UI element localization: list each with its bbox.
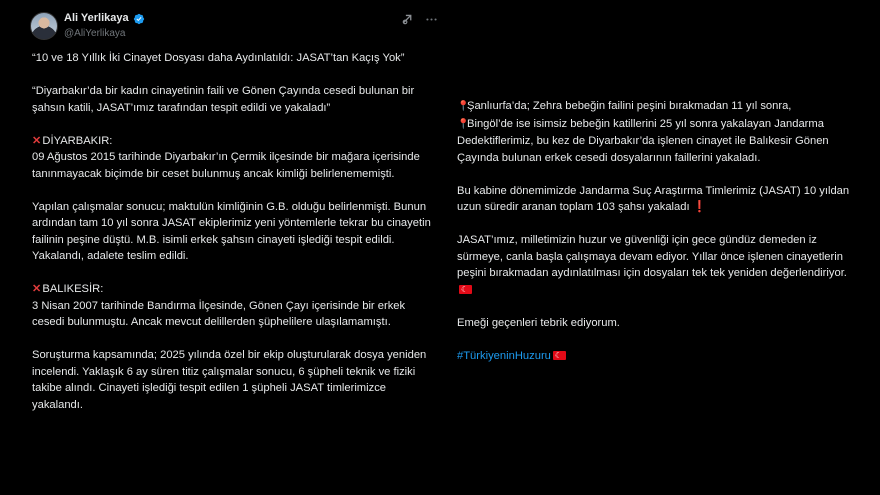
cross-mark-icon: ✕ bbox=[32, 134, 42, 147]
diyarbakir-heading: DİYARBAKIR: bbox=[42, 134, 113, 147]
hashtag-link[interactable]: #TürkiyeninHuzuru bbox=[457, 349, 551, 362]
author-display-name[interactable]: Ali Yerlikaya bbox=[64, 12, 129, 24]
tweet-text-right bbox=[457, 98, 862, 364]
author-handle[interactable]: @AliYerlikaya bbox=[64, 28, 126, 39]
verified-badge-icon bbox=[133, 12, 145, 24]
balikesir-paragraph-1: 3 Nisan 2007 tarihinde Bandırma İlçesinde, Gönen Çayı içerisinde bir erkek cesedi bulunmuştu. Ancak mevcut delillerden şüphelilere ulaşılamamıştı. bbox=[32, 299, 406, 328]
pin-icon: 📍 bbox=[457, 118, 470, 130]
tweet-text-left bbox=[32, 50, 432, 413]
hashtag-row bbox=[457, 348, 862, 365]
more-options-icon[interactable] bbox=[424, 12, 438, 26]
diyarbakir-paragraph-1: 09 Ağustos 2015 tarihinde Diyarbakır’ın Çermik ilçesinde bir mağara içerisinde tanınmayacak biçimde bir ceset bulunmuş ancak kimliği belirlenememişti. bbox=[32, 151, 420, 180]
cross-mark-icon: ✕ bbox=[32, 283, 42, 295]
diyarbakir-paragraph-2: Yapılan çalışmalar sonucu; maktulün kimliğinin G.B. olduğu belirlenmişti. Bunun ardından tam 10 yıl sonra JASAT ekiplerimiz yeni yöntemlerle tekrar bu cinayetin failinin peşine düştü. M.B. isimli erkek şahsın cinayeti işlediği tespit edildi. Yakalandı, adalete teslim edildi. bbox=[32, 200, 431, 262]
thanks-paragraph: Emeği geçenleri tebrik ediyorum. bbox=[457, 316, 620, 329]
pin-icon: 📍 bbox=[457, 101, 470, 112]
balikesir-paragraph-2: Soruşturma kapsamında; 2025 yılında özel bir ekip oluşturularak dosya yeniden incelendi. Yaklaşık 6 ay süren titiz çalışmalar sonucu, 6 şüpheli teknik ve fiziki takibe alındı. Cinayeti işlediği tespit edilen 1 şüpheli JASAT timlerimizce yakalandı. bbox=[32, 349, 427, 411]
author-name-row bbox=[64, 12, 145, 24]
sanliurfa-line: Şanlıurfa’da; Zehra bebeğin failini peşini bırakmadan 11 yıl sonra, bbox=[467, 100, 792, 112]
turkish-flag-icon bbox=[553, 351, 566, 360]
diyarbakir-heading-row bbox=[32, 133, 432, 150]
stats-row bbox=[457, 183, 862, 216]
avatar[interactable] bbox=[30, 12, 58, 40]
tweet-title: “10 ve 18 Yıllık İki Cinayet Dosyası daha Aydınlatıldı: JASAT’tan Kaçış Yok” bbox=[32, 52, 405, 64]
stats-paragraph: Bu kabine dönemimizde Jandarma Suç Araştırma Timlerimiz (JASAT) 10 yıldan uzun süredir aranan toplam 103 şahsı yakaladı bbox=[457, 184, 850, 213]
grok-icon[interactable] bbox=[400, 12, 414, 26]
commitment-paragraph: JASAT’ımız, milletimizin huzur ve güvenliği için gece gündüz demeden iz sürmeye, canla başla çalışmaya devam ediyor. Yıllar önce işlenen cinayetlerin peşini bırakmadan aydınlatılması için dosyaları tek tek yeniden değerlendiriyor. bbox=[457, 234, 847, 279]
balikesir-heading: BALIKESİR: bbox=[42, 283, 104, 295]
bingol-line: Bingöl’de ise isimsiz bebeğin katillerini 25 yıl sonra yakalayan Jandarma Dedektiflerimiz, bu kez de Diyarbakır’da işlenen cinayet ile Balıkesir Gönen Çayında bulunan erkek cesedi dosyalarının faillerini yakaladı. bbox=[457, 117, 829, 164]
exclamation-icon: ❗ bbox=[692, 201, 707, 213]
tweet-actions bbox=[400, 12, 438, 26]
tweet-summary: “Diyarbakır’da bir kadın cinayetinin faili ve Gönen Çayında cesedi bulunan bir şahsın katili, JASAT’ımız tarafından tespit edildi ve yakaladı” bbox=[32, 85, 415, 114]
commitment-row bbox=[457, 232, 862, 298]
balikesir-heading-row bbox=[32, 281, 432, 298]
sanliurfa-row bbox=[457, 98, 862, 116]
turkish-flag-icon bbox=[459, 285, 472, 294]
bingol-row bbox=[457, 116, 862, 167]
